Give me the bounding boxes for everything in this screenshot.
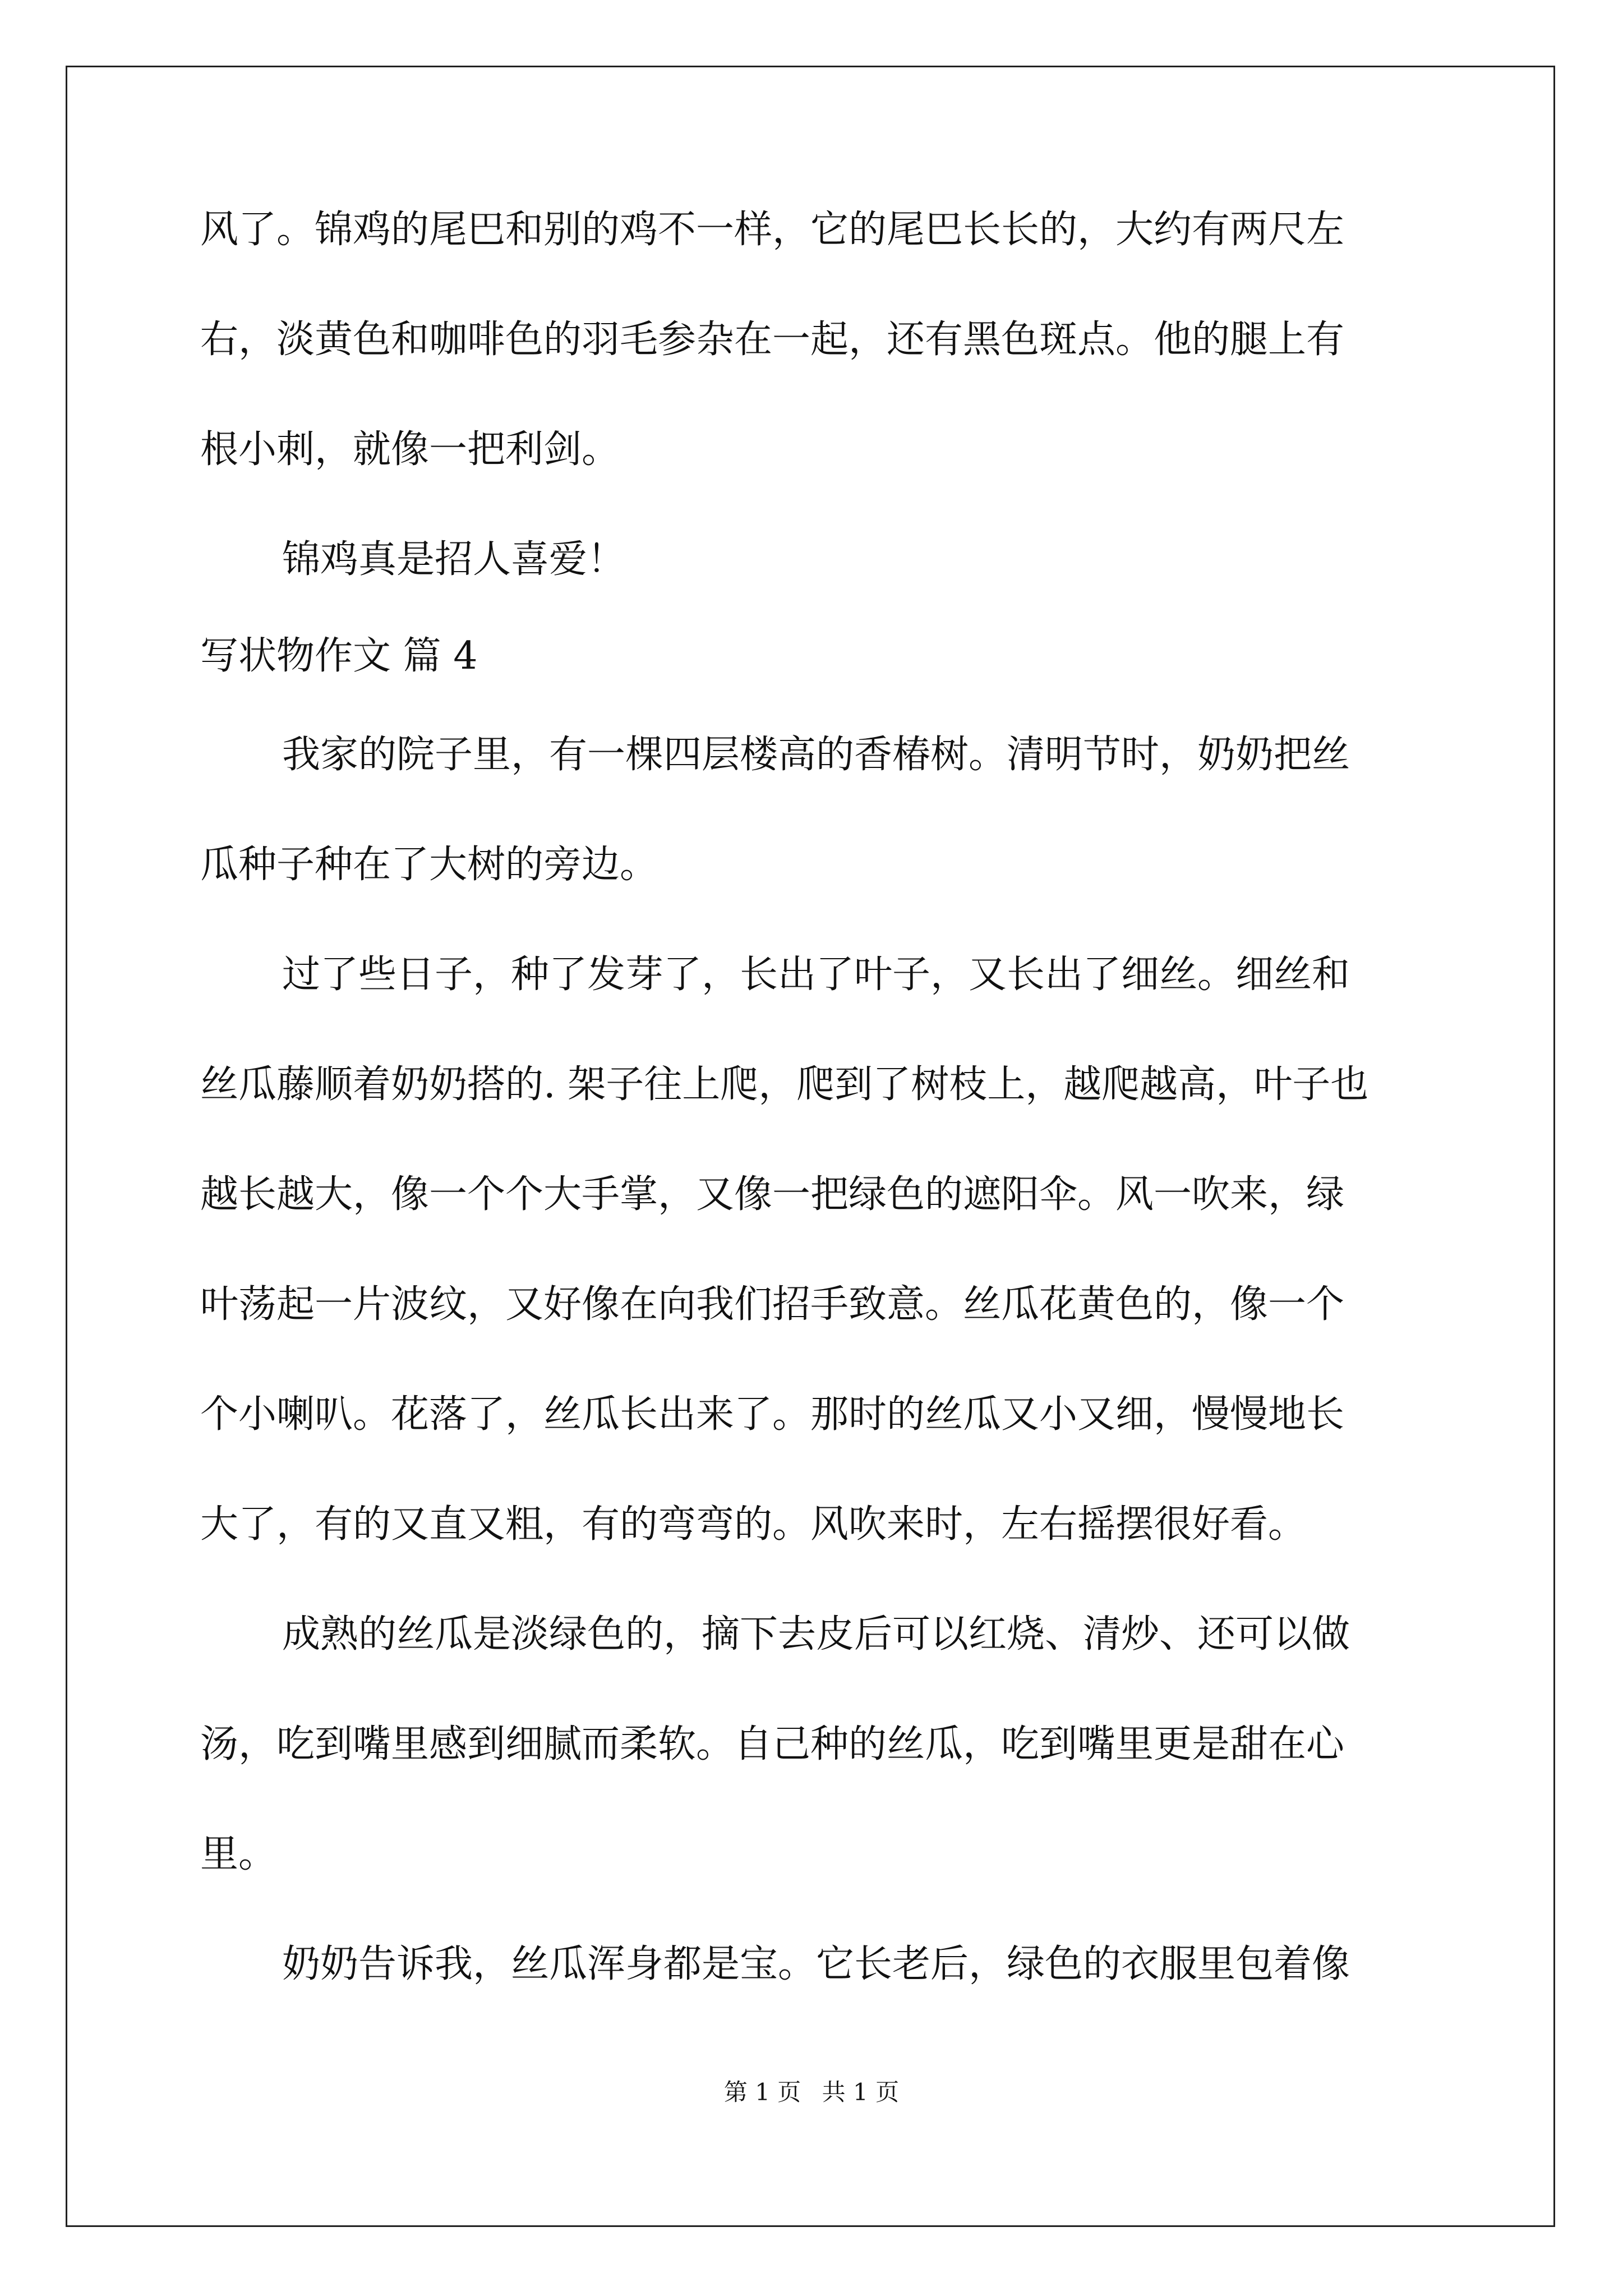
text-line: 风了。锦鸡的尾巴和别的鸡不一样，它的尾巴长长的，大约有两尺左	[200, 208, 1345, 252]
text-line: 大了，有的又直又粗，有的弯弯的。风吹来时，左右摇摆很好看。	[200, 1502, 1307, 1547]
text-line: 丝瓜藤顺着奶奶搭的. 架子往上爬，爬到了树枝上，越爬越高，叶子也	[200, 1062, 1369, 1107]
page-border	[66, 66, 1555, 2227]
text-line: 右，淡黄色和咖啡色的羽毛参杂在一起，还有黑色斑点。他的腿上有	[200, 318, 1345, 362]
text-line: 锦鸡真是招人喜爱！	[282, 537, 626, 582]
text-line: 里。	[200, 1832, 277, 1876]
text-line: 越长越大，像一个个大手掌，又像一把绿色的遮阳伞。风一吹来，绿	[200, 1172, 1345, 1217]
text-line: 成熟的丝瓜是淡绿色的，摘下去皮后可以红烧、清炒、还可以做	[282, 1612, 1350, 1657]
page-total: 共 1 页	[822, 2078, 900, 2106]
text-line: 我家的院子里，有一棵四层楼高的香椿树。清明节时，奶奶把丝	[282, 733, 1350, 777]
page-footer	[0, 2076, 1623, 2109]
text-line: 汤，吃到嘴里感到细腻而柔软。自己种的丝瓜，吃到嘴里更是甜在心	[200, 1722, 1345, 1766]
text-line: 过了些日子，种了发芽了，长出了叶子，又长出了细丝。细丝和	[282, 953, 1350, 997]
text-line: 瓜种子种在了大树的旁边。	[200, 843, 658, 887]
text-line: 个小喇叭。花落了，丝瓜长出来了。那时的丝瓜又小又细，慢慢地长	[200, 1392, 1345, 1437]
page-number: 第 1 页	[723, 2078, 801, 2106]
text-line: 奶奶告诉我，丝瓜浑身都是宝。它长老后，绿色的衣服里包着像	[282, 1942, 1350, 1986]
text-line: 根小刺，就像一把利剑。	[200, 427, 620, 472]
text-line: 叶荡起一片波纹，又好像在向我们招手致意。丝瓜花黄色的，像一个	[200, 1282, 1345, 1327]
section-heading: 写状物作文 篇 4	[200, 634, 478, 678]
